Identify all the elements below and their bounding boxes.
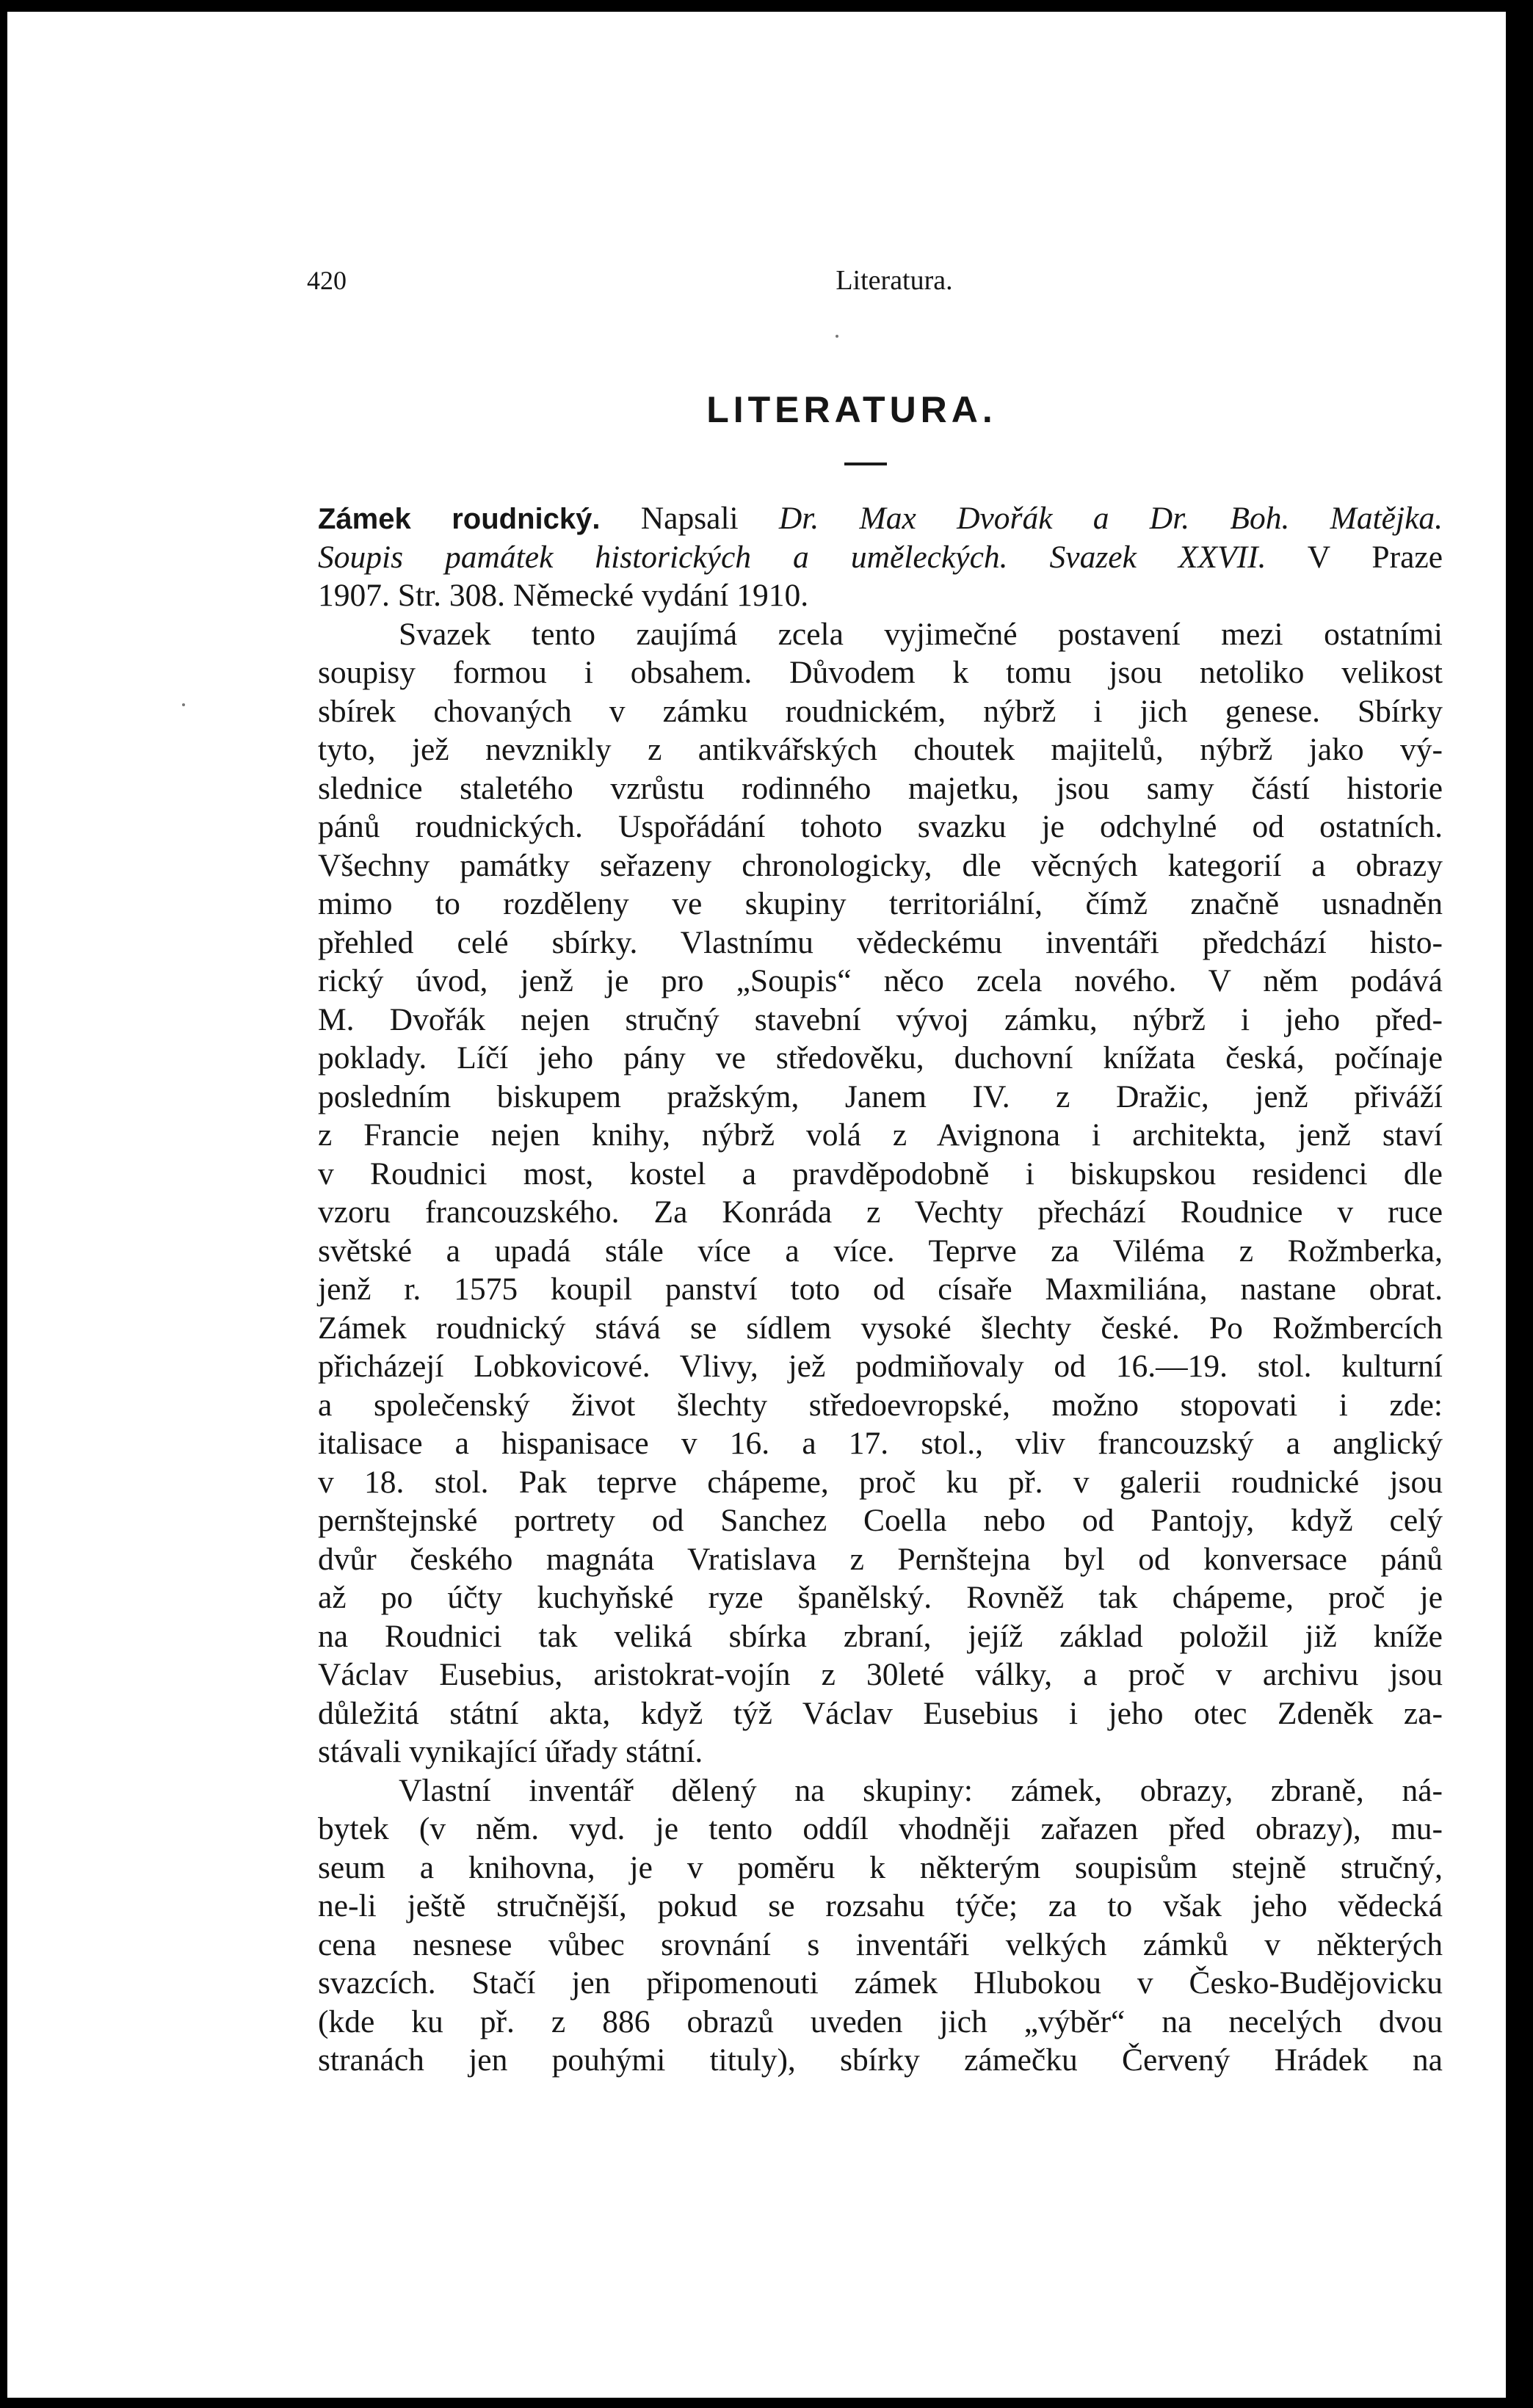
body-line: (kde ku př. z 886 obrazů uveden jich „výběr“ na necelých dvou [318,2003,1443,2039]
entry-text: Napsali [640,501,739,536]
body-line: svazcích. Stačí jen připomenouti zámek Hlubokou v Česko-Budějovicku [318,1965,1443,2001]
entry-series: Soupis památek historických a uměleckých. Svazek XXVII. [318,539,1266,575]
body-line: vzoru francouzského. Za Konráda z Vechty přechází Roudnice v ruce [318,1194,1443,1230]
body-line: seum a knihovna, je v poměru k některým soupisům stejně stručný, [318,1849,1443,1885]
body-line: rický úvod, jenž je pro „Soupis“ něco zcela nového. V něm podává [318,963,1443,998]
entry-line-3: 1907. Str. 308. Německé vydání 1910. [318,578,809,613]
ink-speck-margin [182,703,185,706]
body-line: Václav Eusebius, aristokrat-vojín z 30leté války, a proč v archivu jsou [318,1657,1443,1692]
body-line: ne-li ještě stručnější, pokud se rozsahu týče; za to však jeho vědecká [318,1888,1443,1923]
page-number: 420 [307,266,347,295]
body-line: posledním biskupem pražským, Janem IV. z Dražic, jenž přiváží [318,1078,1443,1114]
body-line: světské a upadá stále více a více. Teprve za Viléma z Rožmberka, [318,1233,1443,1269]
body-line: mimo to rozděleny ve skupiny territoriální, čímž značně usnadněn [318,886,1443,921]
body-line: jenž r. 1575 koupil panství toto od císaře Maxmiliána, nastane obrat. [318,1272,1443,1307]
body-line: tyto, jež nevznikly z antikvářských choutek majitelů, nýbrž jako vý- [318,732,1443,767]
body-line: Svazek tento zaujímá zcela vyjimečné postavení mezi ostatními [399,616,1443,652]
ink-speck [836,335,838,338]
body-line: Vlastní inventář dělený na skupiny: zámek, obrazy, zbraně, ná- [399,1772,1443,1808]
section-title: LITERATURA. [706,389,997,430]
body-line: přicházejí Lobkovicové. Vlivy, jež podmiňovaly od 16.—19. stol. kulturní [318,1349,1443,1384]
body-line: soupisy formou i obsahem. Důvodem k tomu jsou netoliko velikost [318,655,1443,690]
body-line: italisace a hispanisace v 16. a 17. stol., vliv francouzský a anglický [318,1426,1443,1461]
body-line: z Francie nejen knihy, nýbrž volá z Avignona i architekta, jenž staví [318,1117,1443,1153]
body-line: důležitá státní akta, když týž Václav Eusebius i jeho otec Zdeněk za- [318,1695,1443,1731]
entry-authors: Dr. Max Dvořák a Dr. Boh. Matějka. [778,501,1443,536]
page-header [307,264,1443,301]
article-text [318,499,1443,2080]
body-line: poklady. Líčí jeho pány ve středověku, duchovní knížata česká, počínaje [318,1040,1443,1076]
body-line: a společenský život šlechty středoevropské, možno stopovati i zde: [318,1387,1443,1423]
body-line: M. Dvořák nejen stručný stavební vývoj zámku, nýbrž i jeho před- [318,1001,1443,1037]
body-line: stávali vynikající úřady státní. [318,1734,703,1769]
body-line: až po účty kuchyňské ryze španělský. Rovněž tak chápeme, proč je [318,1580,1443,1615]
body-line: v Roudnici most, kostel a pravděpodobně i biskupskou residenci dle [318,1156,1443,1192]
body-line: v 18. stol. Pak teprve chápeme, proč ku př. v galerii roudnické jsou [318,1464,1443,1500]
body-line: dvůr českého magnáta Vratislava z Pernštejna byl od konversace pánů [318,1541,1443,1577]
entry-place: V Praze [1307,539,1443,575]
running-head: Literatura. [836,265,953,296]
body-line: pernštejnské portrety od Sanchez Coella nebo od Pantojy, když celý [318,1503,1443,1538]
body-line: bytek (v něm. vyd. je tento oddíl vhodněji zařazen před obrazy), mu- [318,1811,1443,1846]
entry-line-1 [318,499,1443,538]
title-rule [844,463,887,465]
body-line: cena nesnese vůbec srovnání s inventáři velkých zámků v některých [318,1926,1443,1962]
page-edge [1503,12,1506,2398]
body-line: na Roudnici tak veliká sbírka zbraní, jejíž základ položil již kníže [318,1618,1443,1654]
entry-title: Zámek roudnický. [318,503,601,535]
body-line: stranách jen pouhými tituly), sbírky zámečku Červený Hrádek na [318,2042,1443,2078]
body-line: pánů roudnických. Uspořádání tohoto svazku je odchylné od ostatních. [318,809,1443,844]
body-line: přehled celé sbírky. Vlastnímu vědeckému inventáři předchází histo- [318,924,1443,960]
body-line: sbírek chovaných v zámku roudnickém, nýbrž i jich genese. Sbírky [318,693,1443,729]
body-line: Všechny památky seřazeny chronologicky, dle věcných kategorií a obrazy [318,847,1443,883]
body-line: Zámek roudnický stává se sídlem vysoké šlechty české. Po Rožmbercích [318,1310,1443,1346]
entry-line-2 [318,538,1443,577]
body-line: slednice staletého vzrůstu rodinného majetku, jsou samy částí historie [318,770,1443,806]
